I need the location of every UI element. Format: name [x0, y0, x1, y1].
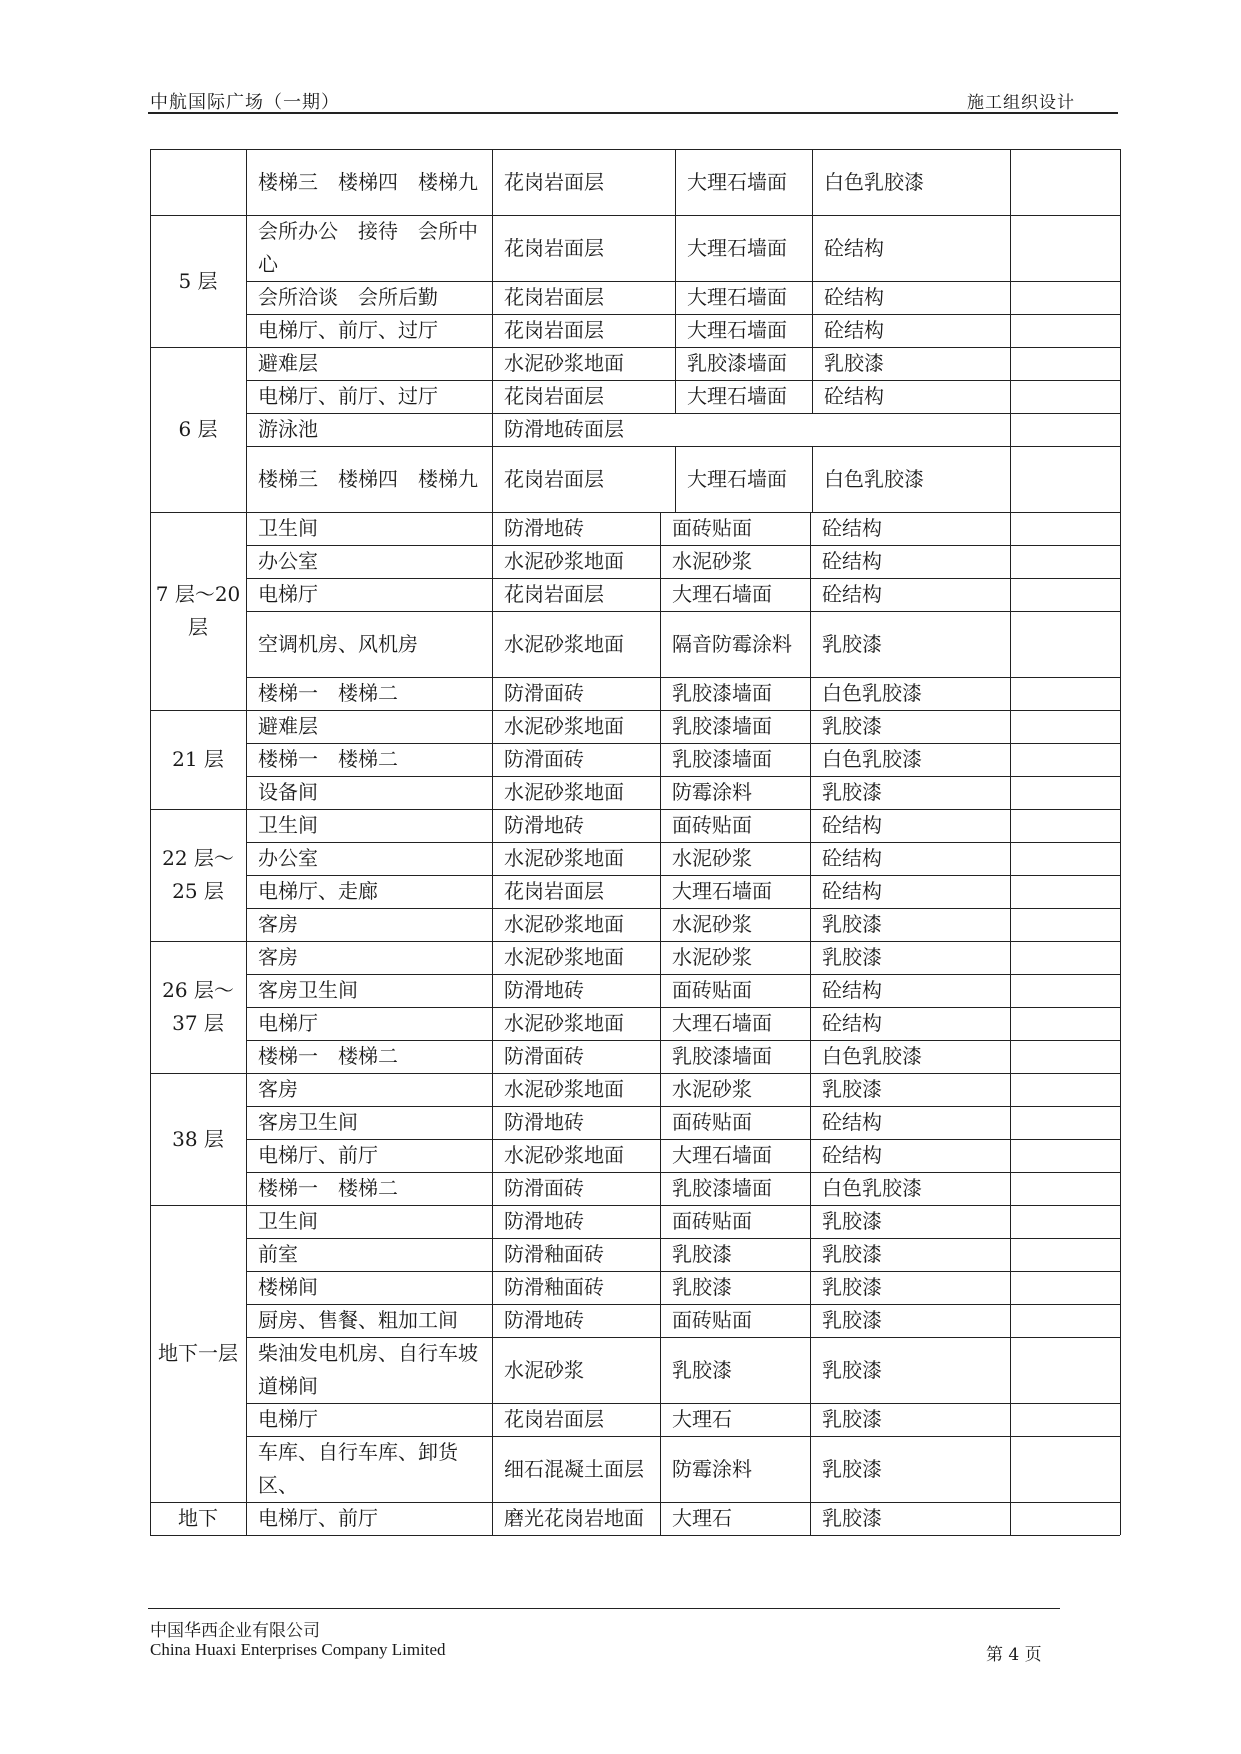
- table-cell: 乳胶漆: [822, 1407, 882, 1431]
- table-cell: 花岗岩面层: [504, 879, 604, 903]
- table-cell: 空调机房、风机房: [258, 631, 418, 656]
- table-col-rule: [660, 941, 661, 974]
- floor-label: 5 层: [178, 268, 218, 293]
- table-col-rule: [675, 149, 676, 215]
- table-col-rule: [810, 809, 811, 842]
- table-cell: 楼梯三 楼梯四 楼梯九: [258, 169, 478, 194]
- table-col-rule: [810, 1139, 811, 1172]
- table-cell: 砼结构: [822, 813, 882, 837]
- floor-label: [150, 149, 246, 215]
- table-col-rule: [810, 1304, 811, 1337]
- header-doc-title: 施工组织设计: [967, 93, 1075, 113]
- table-cell: 电梯厅、前厅、过厅: [258, 384, 438, 408]
- table-cell: 水泥砂浆: [504, 1357, 584, 1382]
- table-cell: 客房: [258, 945, 298, 969]
- floor-label: 26 层～37 层: [162, 978, 234, 1035]
- table-cell: 客房: [258, 912, 298, 936]
- table-cell: 水泥砂浆: [672, 1077, 752, 1101]
- table-col-rule: [812, 380, 813, 413]
- table-cell: 电梯厅、前厅: [258, 1143, 378, 1167]
- table-cell: 花岗岩面层: [504, 169, 604, 194]
- table-cell: 面砖贴面: [672, 516, 752, 540]
- table-cell: 乳胶漆: [822, 1308, 882, 1332]
- header-rule: [148, 112, 1118, 114]
- table-col-rule: [810, 1337, 811, 1403]
- table-col-rule: [660, 611, 661, 677]
- table-col-rule: [810, 908, 811, 941]
- table-col-rule: [492, 1436, 493, 1502]
- table-cell: 白色乳胶漆: [822, 1044, 922, 1068]
- table-col-rule: [492, 842, 493, 875]
- table-col-rule: [660, 1403, 661, 1436]
- table-col-rule: [150, 149, 151, 1535]
- table-cell: 乳胶漆: [822, 780, 882, 804]
- table-col-rule: [492, 941, 493, 974]
- table-cell: 厨房、售餐、粗加工间: [258, 1308, 458, 1332]
- table-cell: 乳胶漆: [822, 631, 882, 656]
- table-col-rule: [492, 743, 493, 776]
- table-col-rule: [660, 1007, 661, 1040]
- table-col-rule: [492, 413, 493, 446]
- table-cell: 避难层: [258, 714, 318, 738]
- table-col-rule: [675, 380, 676, 413]
- table-cell: 防滑地砖: [504, 813, 584, 837]
- table-cell: 乳胶漆墙面: [687, 351, 787, 375]
- footer-company-cn: 中国华西企业有限公司: [150, 1621, 320, 1641]
- table-cell: 乳胶漆: [672, 1275, 732, 1299]
- table-cell: 防滑面砖: [504, 681, 584, 705]
- table-col-rule: [810, 1271, 811, 1304]
- table-cell: 水泥砂浆: [672, 912, 752, 936]
- table-cell: 白色乳胶漆: [824, 466, 924, 491]
- table-cell: 防滑地砖: [504, 1209, 584, 1233]
- table-cell: 水泥砂浆地面: [504, 549, 624, 573]
- table-cell: 乳胶漆: [822, 945, 882, 969]
- table-cell: 大理石墙面: [687, 318, 787, 342]
- floor-label: 地下一层: [158, 1341, 238, 1365]
- table-cell: 防滑面砖: [504, 1044, 584, 1068]
- table-col-rule: [675, 281, 676, 314]
- table-cell: 乳胶漆: [822, 1242, 882, 1266]
- table-cell: 白色乳胶漆: [822, 1176, 922, 1200]
- table-cell: 乳胶漆: [822, 912, 882, 936]
- table-col-rule: [492, 1403, 493, 1436]
- table-col-rule: [660, 1040, 661, 1073]
- table-col-rule: [810, 875, 811, 908]
- table-col-rule: [492, 1172, 493, 1205]
- table-col-rule: [660, 545, 661, 578]
- table-cell: 避难层: [258, 351, 318, 375]
- table-cell: 水泥砂浆地面: [504, 1077, 624, 1101]
- table-col-rule: [810, 941, 811, 974]
- table-col-rule: [660, 908, 661, 941]
- table-cell: 水泥砂浆地面: [504, 945, 624, 969]
- table-col-rule: [492, 776, 493, 809]
- table-cell: 砼结构: [824, 235, 884, 260]
- table-cell: 乳胶漆: [672, 1242, 732, 1266]
- table-cell: 水泥砂浆: [672, 846, 752, 870]
- table-cell: 乳胶漆墙面: [672, 681, 772, 705]
- table-col-rule: [810, 710, 811, 743]
- table-col-rule: [660, 776, 661, 809]
- materials-table: [150, 149, 1120, 1561]
- table-cell: 面砖贴面: [672, 978, 752, 1002]
- table-cell: 水泥砂浆地面: [504, 846, 624, 870]
- header-project-title: 中航国际广场（一期）: [150, 92, 340, 113]
- table-col-rule: [492, 1007, 493, 1040]
- table-cell: 水泥砂浆地面: [504, 1011, 624, 1035]
- table-col-rule: [660, 1139, 661, 1172]
- table-col-rule: [660, 578, 661, 611]
- table-col-rule: [660, 974, 661, 1007]
- table-col-rule: [660, 743, 661, 776]
- table-cell: 柴油发电机房、自行车坡道梯间: [258, 1341, 478, 1398]
- table-cell: 大理石墙面: [687, 169, 787, 194]
- table-col-rule: [660, 512, 661, 545]
- table-cell: 防霉涂料: [672, 780, 752, 804]
- table-cell: 大理石: [672, 1407, 732, 1431]
- table-col-rule: [492, 1337, 493, 1403]
- table-cell: 大理石墙面: [672, 879, 772, 903]
- table-cell: 面砖贴面: [672, 1308, 752, 1332]
- table-col-rule: [492, 974, 493, 1007]
- table-cell: 防霉涂料: [672, 1456, 752, 1481]
- floor-label: 22 层～25 层: [162, 846, 234, 903]
- table-col-rule: [675, 215, 676, 281]
- table-cell: 办公室: [258, 549, 318, 573]
- table-col-rule: [660, 1304, 661, 1337]
- table-cell: 楼梯三 楼梯四 楼梯九: [258, 466, 478, 491]
- table-col-rule: [810, 578, 811, 611]
- table-cell: 砼结构: [822, 1011, 882, 1035]
- table-cell: 电梯厅、前厅、过厅: [258, 318, 438, 342]
- table-col-rule: [492, 1205, 493, 1238]
- table-cell: 砼结构: [822, 1110, 882, 1134]
- floor-label: 6 层: [178, 417, 218, 441]
- table-cell: 砼结构: [822, 1143, 882, 1167]
- table-cell: 砼结构: [822, 978, 882, 1002]
- table-col-rule: [660, 1502, 661, 1535]
- table-cell: 卫生间: [258, 1209, 318, 1233]
- table-cell: 办公室: [258, 846, 318, 870]
- table-cell: 防滑釉面砖: [504, 1275, 604, 1299]
- table-col-rule: [492, 578, 493, 611]
- table-cell: 面砖贴面: [672, 1209, 752, 1233]
- table-col-rule: [810, 1106, 811, 1139]
- table-col-rule: [492, 677, 493, 710]
- table-cell: 客房卫生间: [258, 1110, 358, 1134]
- table-cell: 客房: [258, 1077, 298, 1101]
- table-col-rule: [492, 545, 493, 578]
- table-cell: 乳胶漆: [824, 351, 884, 375]
- table-col-rule: [660, 1172, 661, 1205]
- table-cell: 水泥砂浆地面: [504, 351, 624, 375]
- table-cell: 面砖贴面: [672, 813, 752, 837]
- table-col-rule: [660, 710, 661, 743]
- table-cell: 花岗岩面层: [504, 1407, 604, 1431]
- table-cell: 电梯厅、前厅: [258, 1506, 378, 1530]
- table-col-rule: [810, 1436, 811, 1502]
- table-cell: 客房卫生间: [258, 978, 358, 1002]
- table-cell: 防滑地砖: [504, 1308, 584, 1332]
- table-cell: 会所办公 接待 会所中心: [258, 219, 478, 276]
- table-col-rule: [810, 677, 811, 710]
- table-cell: 防滑釉面砖: [504, 1242, 604, 1266]
- table-cell: 防滑地砖: [504, 516, 584, 540]
- table-cell: 花岗岩面层: [504, 466, 604, 491]
- table-col-rule: [492, 809, 493, 842]
- floor-label: 7 层～20 层: [155, 582, 241, 639]
- table-col-rule: [810, 1205, 811, 1238]
- table-col-rule: [660, 1337, 661, 1403]
- table-cell: 水泥砂浆地面: [504, 912, 624, 936]
- table-col-rule: [812, 446, 813, 512]
- table-col-rule: [810, 512, 811, 545]
- table-col-rule: [492, 149, 493, 215]
- table-cell: 电梯厅: [258, 1407, 318, 1431]
- table-col-rule: [660, 842, 661, 875]
- table-col-rule: [810, 1172, 811, 1205]
- floor-label: 21 层: [172, 747, 224, 771]
- table-cell: 乳胶漆: [822, 1077, 882, 1101]
- table-col-rule: [675, 446, 676, 512]
- table-cell: 水泥砂浆地面: [504, 780, 624, 804]
- table-cell: 乳胶漆: [822, 1275, 882, 1299]
- table-cell: 车库、自行车库、卸货区、: [258, 1440, 458, 1497]
- table-cell: 游泳池: [258, 417, 318, 441]
- table-cell: 楼梯一 楼梯二: [258, 747, 398, 771]
- table-cell: 乳胶漆: [822, 1506, 882, 1530]
- table-cell: 乳胶漆: [822, 1456, 882, 1481]
- table-cell: 大理石墙面: [687, 235, 787, 260]
- table-col-rule: [492, 1271, 493, 1304]
- table-col-rule: [810, 842, 811, 875]
- table-cell: 细石混凝土面层: [504, 1456, 644, 1481]
- table-cell: 砼结构: [824, 318, 884, 342]
- table-cell: 水泥砂浆: [672, 945, 752, 969]
- table-cell: 花岗岩面层: [504, 582, 604, 606]
- table-cell: 花岗岩面层: [504, 285, 604, 309]
- table-col-rule: [812, 314, 813, 347]
- table-cell: 砼结构: [822, 549, 882, 573]
- table-cell: 白色乳胶漆: [822, 747, 922, 771]
- table-col-rule: [810, 545, 811, 578]
- table-cell: 楼梯一 楼梯二: [258, 1044, 398, 1068]
- table-col-rule: [810, 743, 811, 776]
- table-col-rule: [810, 1502, 811, 1535]
- table-cell: 砼结构: [822, 879, 882, 903]
- table-col-rule: [1120, 149, 1121, 1535]
- table-col-rule: [660, 677, 661, 710]
- table-cell: 防滑地砖: [504, 1110, 584, 1134]
- table-cell: 乳胶漆: [822, 1209, 882, 1233]
- table-col-rule: [810, 611, 811, 677]
- table-col-rule: [810, 1238, 811, 1271]
- table-col-rule: [492, 875, 493, 908]
- table-cell: 大理石墙面: [687, 384, 787, 408]
- table-cell: 楼梯一 楼梯二: [258, 1176, 398, 1200]
- table-col-rule: [492, 1502, 493, 1535]
- table-cell: 防滑地砖: [504, 978, 584, 1002]
- table-cell: 面砖贴面: [672, 1110, 752, 1134]
- table-col-rule: [492, 512, 493, 545]
- table-cell: 电梯厅: [258, 1011, 318, 1035]
- table-col-rule: [810, 974, 811, 1007]
- table-cell: 乳胶漆墙面: [672, 1044, 772, 1068]
- table-col-rule: [492, 611, 493, 677]
- table-col-rule: [492, 314, 493, 347]
- table-cell: 花岗岩面层: [504, 318, 604, 342]
- table-col-rule: [492, 1139, 493, 1172]
- table-cell: 花岗岩面层: [504, 384, 604, 408]
- table-cell: 防滑地砖面层: [504, 417, 624, 441]
- table-col-rule: [1010, 149, 1011, 1535]
- table-col-rule: [492, 215, 493, 281]
- table-cell: 水泥砂浆地面: [504, 714, 624, 738]
- table-cell: 磨光花岗岩地面: [504, 1506, 644, 1530]
- table-col-rule: [812, 281, 813, 314]
- table-cell: 花岗岩面层: [504, 235, 604, 260]
- table-cell: 砼结构: [824, 285, 884, 309]
- footer-page-number: 第 4 页: [986, 1645, 1042, 1665]
- table-col-rule: [492, 1106, 493, 1139]
- table-cell: 砼结构: [822, 846, 882, 870]
- table-floor-rule: [150, 1535, 1120, 1536]
- table-cell: 大理石墙面: [687, 466, 787, 491]
- table-col-rule: [492, 1304, 493, 1337]
- table-col-rule: [810, 1040, 811, 1073]
- table-cell: 大理石: [672, 1506, 732, 1530]
- table-cell: 设备间: [258, 780, 318, 804]
- table-cell: 卫生间: [258, 813, 318, 837]
- table-col-rule: [492, 380, 493, 413]
- table-col-rule: [675, 314, 676, 347]
- table-cell: 乳胶漆墙面: [672, 747, 772, 771]
- table-col-rule: [492, 446, 493, 512]
- floor-label: 地下: [178, 1506, 218, 1530]
- table-col-rule: [246, 149, 247, 1535]
- table-col-rule: [675, 347, 676, 380]
- table-cell: 水泥砂浆地面: [504, 631, 624, 656]
- table-cell: 乳胶漆墙面: [672, 714, 772, 738]
- table-cell: 楼梯一 楼梯二: [258, 681, 398, 705]
- table-cell: 隔音防霉涂料: [672, 631, 792, 656]
- table-cell: 乳胶漆: [822, 1357, 882, 1382]
- table-cell: 防滑面砖: [504, 1176, 584, 1200]
- table-col-rule: [492, 281, 493, 314]
- table-cell: 会所洽谈 会所后勤: [258, 285, 438, 309]
- table-col-rule: [660, 1205, 661, 1238]
- table-col-rule: [660, 875, 661, 908]
- footer-rule: [148, 1608, 1060, 1609]
- table-cell: 大理石墙面: [687, 285, 787, 309]
- table-cell: 砼结构: [822, 582, 882, 606]
- table-cell: 电梯厅、走廊: [258, 879, 378, 903]
- table-cell: 乳胶漆: [822, 714, 882, 738]
- table-col-rule: [492, 1040, 493, 1073]
- table-cell: 卫生间: [258, 516, 318, 540]
- table-cell: 电梯厅: [258, 582, 318, 606]
- table-col-rule: [810, 1073, 811, 1106]
- table-cell: 乳胶漆: [672, 1357, 732, 1382]
- table-cell: 前室: [258, 1242, 298, 1266]
- table-col-rule: [660, 1073, 661, 1106]
- table-col-rule: [492, 908, 493, 941]
- table-cell: 大理石墙面: [672, 1011, 772, 1035]
- table-cell: 大理石墙面: [672, 1143, 772, 1167]
- table-cell: 防滑面砖: [504, 747, 584, 771]
- table-col-rule: [492, 347, 493, 380]
- table-col-rule: [810, 1007, 811, 1040]
- table-col-rule: [810, 776, 811, 809]
- table-cell: 砼结构: [824, 384, 884, 408]
- table-col-rule: [492, 1238, 493, 1271]
- table-col-rule: [492, 710, 493, 743]
- table-col-rule: [660, 1106, 661, 1139]
- table-cell: 白色乳胶漆: [822, 681, 922, 705]
- table-col-rule: [812, 347, 813, 380]
- table-col-rule: [810, 1403, 811, 1436]
- table-cell: 乳胶漆墙面: [672, 1176, 772, 1200]
- table-cell: 大理石墙面: [672, 582, 772, 606]
- table-col-rule: [812, 215, 813, 281]
- table-col-rule: [660, 1271, 661, 1304]
- table-col-rule: [812, 149, 813, 215]
- table-col-rule: [660, 1436, 661, 1502]
- table-col-rule: [492, 1073, 493, 1106]
- floor-label: 38 层: [172, 1126, 224, 1151]
- table-cell: 砼结构: [822, 516, 882, 540]
- table-col-rule: [660, 809, 661, 842]
- table-col-rule: [660, 1238, 661, 1271]
- table-cell: 楼梯间: [258, 1275, 318, 1299]
- footer-company-en: China Huaxi Enterprises Company Limited: [150, 1640, 446, 1659]
- table-cell: 白色乳胶漆: [824, 169, 924, 194]
- table-cell: 水泥砂浆: [672, 549, 752, 573]
- table-cell: 水泥砂浆地面: [504, 1143, 624, 1167]
